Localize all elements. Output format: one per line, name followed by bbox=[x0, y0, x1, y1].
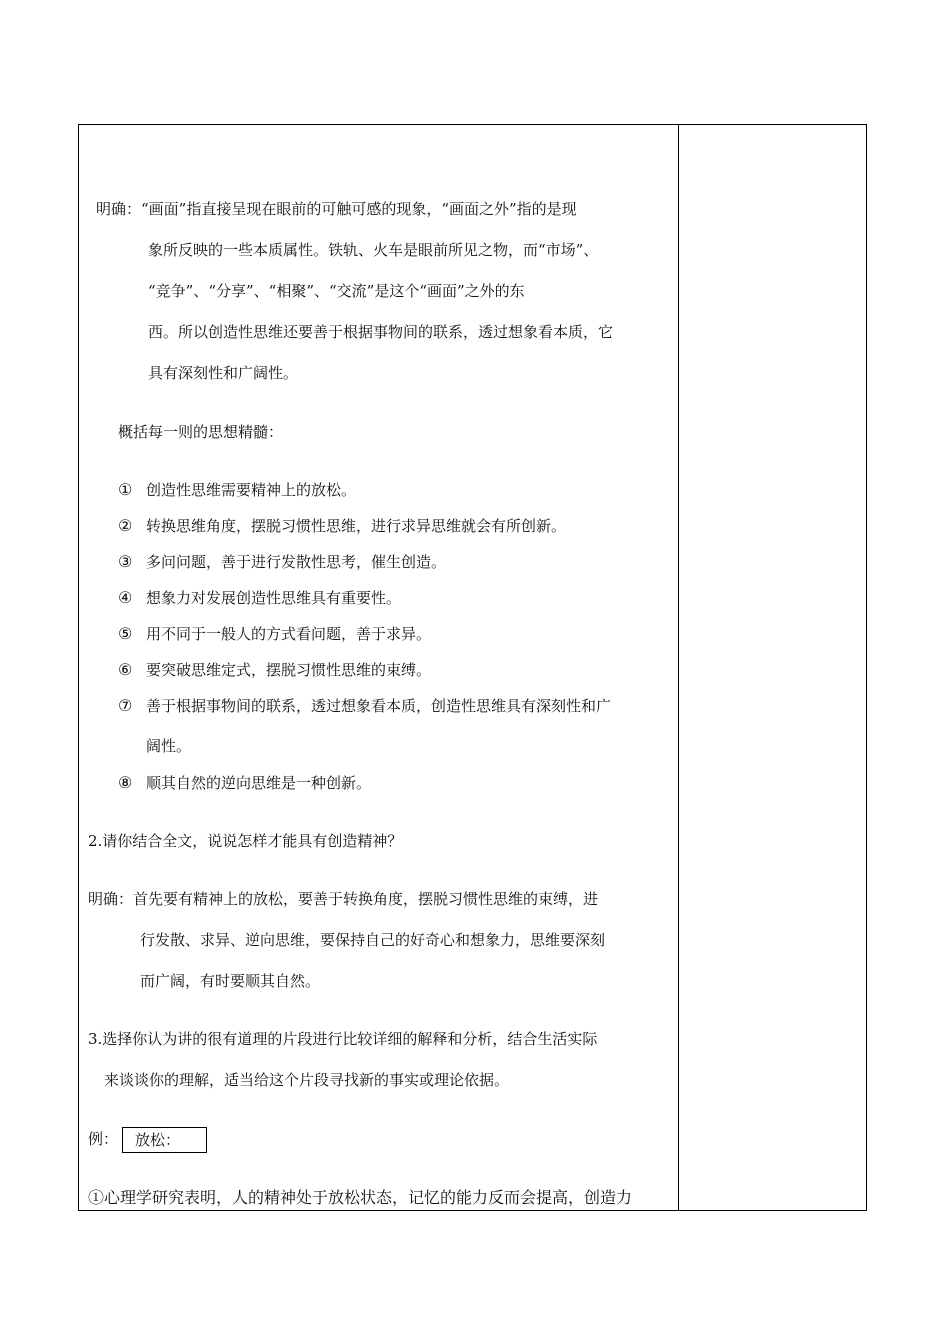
item-text: 创造性思维需要精神上的放松。 bbox=[146, 481, 357, 499]
item-number: ⑤ bbox=[118, 624, 133, 643]
item-text: 用不同于一般人的方式看问题，善于求异。 bbox=[146, 625, 432, 643]
example-label: 例： bbox=[88, 1130, 119, 1148]
item-number: ⑦ bbox=[118, 696, 133, 715]
question-2: 2.请你结合全文，说说怎样才能具有创造精神？ bbox=[88, 832, 403, 850]
summary-item bbox=[118, 480, 356, 500]
clarify1-line-4: 西。所以创造性思维还要善于根据事物间的联系，透过想象看本质，它 bbox=[148, 323, 614, 341]
clarify1-line-2: 象所反映的一些本质属性。铁轨、火车是眼前所见之物，而“市场”、 bbox=[148, 241, 599, 259]
clarify1-line-1: 明确：“画面”指直接呈现在眼前的可触可感的现象，“画面之外”指的是现 bbox=[96, 200, 577, 218]
document-table bbox=[78, 124, 867, 1211]
item-number: ① bbox=[118, 480, 133, 499]
summary-item bbox=[118, 773, 371, 793]
clarify1-line-3: “竞争”、“分享”、“相聚”、“交流”是这个“画面”之外的东 bbox=[148, 282, 525, 300]
summary-item bbox=[118, 696, 611, 716]
summary-item bbox=[118, 588, 401, 608]
item-text: 要突破思维定式，摆脱习惯性思维的束缚。 bbox=[146, 661, 432, 679]
item-text: 顺其自然的逆向思维是一种创新。 bbox=[146, 774, 372, 792]
summary-item bbox=[118, 660, 431, 680]
clarify2-line-3: 而广阔，有时要顺其自然。 bbox=[140, 972, 321, 990]
summary-item bbox=[118, 624, 431, 644]
item-text: 多问问题，善于进行发散性思考，催生创造。 bbox=[146, 553, 447, 571]
item-number: ④ bbox=[118, 588, 133, 607]
item-number: ⑧ bbox=[118, 773, 133, 792]
item-text: 转换思维角度，摆脱习惯性思维，进行求异思维就会有所创新。 bbox=[146, 517, 567, 535]
summary-item-continuation: 阔性。 bbox=[146, 737, 192, 755]
question-3-line-2: 来谈谈你的理解，适当给这个片段寻找新的事实或理论依据。 bbox=[104, 1071, 510, 1089]
summary-item bbox=[118, 552, 446, 572]
item-text: 善于根据事物间的联系，透过想象看本质，创造性思维具有深刻性和广 bbox=[146, 697, 612, 715]
last-line: ①心理学研究表明，人的精神处于放松状态，记忆的能力反而会提高，创造力 bbox=[88, 1188, 633, 1207]
item-number: ③ bbox=[118, 552, 133, 571]
question-3-line-1: 3.选择你认为讲的很有道理的片段进行比较详细的解释和分析，结合生活实际 bbox=[88, 1030, 598, 1048]
clarify2-line-1: 明确：首先要有精神上的放松，要善于转换角度，摆脱习惯性思维的束缚，进 bbox=[88, 890, 599, 908]
item-text: 想象力对发展创造性思维具有重要性。 bbox=[146, 589, 402, 607]
item-number: ② bbox=[118, 516, 133, 535]
clarify1-line-5: 具有深刻性和广阔性。 bbox=[148, 364, 299, 382]
column-divider bbox=[678, 125, 679, 1210]
item-number: ⑥ bbox=[118, 660, 133, 679]
example-box: 放松： bbox=[122, 1127, 207, 1153]
summary-item bbox=[118, 516, 566, 536]
clarify2-line-2: 行发散、求异、逆向思维，要保持自己的好奇心和想象力，思维要深刻 bbox=[140, 931, 606, 949]
summary-heading: 概括每一则的思想精髓： bbox=[118, 423, 284, 441]
